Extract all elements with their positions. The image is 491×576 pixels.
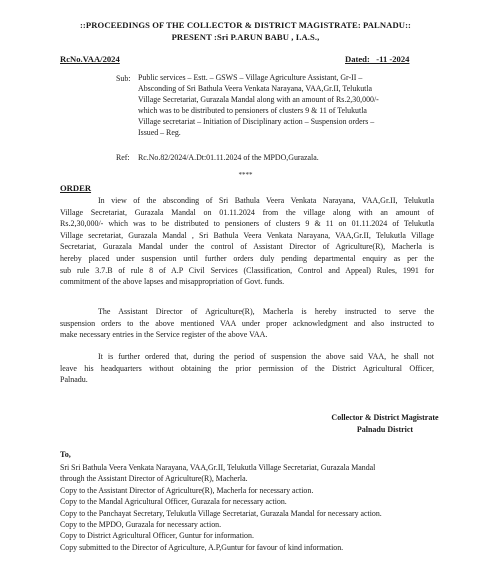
paragraph-line: Palnadu. [60,375,88,385]
subject-label: Sub: [116,74,131,83]
distribution-line: Copy to the Mandal Agricultural Officer, Gurazala for necessary action. [60,497,287,507]
paragraph-line: commitment of the above lapses and misappropriation of Govt. funds. [60,277,285,287]
paragraph-line: Village Secretariat, Gurazala Mandal on 01.11.2024 from the village along with an amount of [60,207,434,217]
subject-line: which was to be distributed to pensioners of clusters 9 & 11 of Telukutla [138,106,367,116]
distribution-line: Copy to District Agricultural Officer, Guntur for information. [60,531,254,541]
order-title: ORDER [60,183,92,193]
paragraph-line: sub rule 3.7.B of rule 8 of A.P Civil Services (Classification, Control and Appeal) Rules, 1991 for [60,265,434,275]
reference-text: Rc.No.82/2024/A.Dt:01.11.2024 of the MPDO,Gurazala. [138,153,319,162]
distribution-line: Copy to the Assistant Director of Agriculture(R), Macherla for necessary action. [60,485,314,495]
header-title: ::PROCEEDINGS OF THE COLLECTOR & DISTRICT MAGISTRATE: PALNADU:: [79,20,412,30]
subject-line: Village Secretariat, Gurazala Mandal along with an amount of Rs.2,30,000/- [138,95,379,105]
reference-number: RcNo.VAA/2024 [60,54,120,64]
paragraph-line: make necessary entries in the Service register of the above VAA. [60,330,268,340]
distribution-line: Copy to the MPDO, Gurazala for necessary action. [60,520,222,530]
paragraph-line: The Assistant Director of Agriculture(R), Macherla is hereby instructed to serve the [98,307,434,316]
reference-date: Dated: -11 -2024 [345,54,410,64]
paragraph-line: suspension orders to the above mentioned VAA under proper acknowledgment and also instructed to [60,318,434,328]
subject-text [138,72,438,139]
order-paragraph-2 [60,306,434,341]
subject-line: Absconding of Sri Bathula Veera Venkata Narayana, VAA,Gr.II, Telukutla [138,84,373,94]
distribution-title: To, [60,450,71,459]
paragraph-line: Secretariat, Gurazala Mandal under the control of Assistant Director of Agriculture(R), Macherla is [60,242,434,252]
paragraph-line: leave his headquarters without obtaining the prior permission of the District Agricultural Officer, [60,363,434,373]
reference-label: Ref: [116,153,130,162]
distribution-line: Copy submitted to the Director of Agriculture, A.P,Guntur for favour of kind information. [60,542,344,552]
paragraph-line: Rs.2,30,000/- which was to be distributed to pensioners of clusters 9 & 11 on 01.11.2024 of Telukutla [60,219,434,229]
subject-line: Issued – Reg. [138,128,181,138]
separator-stars: **** [238,171,253,179]
order-paragraph-3 [60,351,434,386]
paragraph-line: hereby placed under suspension until further orders duly pending departmental enquiry as per the [60,253,434,263]
distribution-line: through the Assistant Director of Agriculture(R), Macherla. [60,474,248,484]
subject-line: Village secretariat – Initiation of Disciplinary action – Suspension orders – [138,117,375,127]
paragraph-line: In view of the absconding of Sri Bathula Veera Venkata Narayana, VAA,Gr.II, Telukutla [98,196,434,205]
order-paragraph-1 [60,195,434,288]
header-present: PRESENT :Sri P.ARUN BABU , I.A.S., [171,32,320,42]
distribution-list [60,462,440,553]
signature-district: Palnadu District [356,425,414,434]
distribution-line: Sri Sri Bathula Veera Venkata Narayana, VAA,Gr.II, Telukutla Village Secretariat, Gurazala Mandal [60,463,376,472]
subject-line: Public services – Estt. – GSWS – Village Agriculture Assistant, Gr-II – [138,73,363,82]
paragraph-line: Village secretariat, Gurazala Mandal , Sri Bathula Veera Venkata Narayana, VAA,Gr.II, Telukutla Village [60,230,434,240]
paragraph-line: It is further ordered that, during the period of suspension the above said VAA, he shall not [98,352,434,361]
distribution-line: Copy to the Panchayat Secretary, Telukutla Village Secretariat, Gurazala Mandal for necessary action. [60,508,382,518]
signature-title: Collector & District Magistrate [331,413,439,422]
